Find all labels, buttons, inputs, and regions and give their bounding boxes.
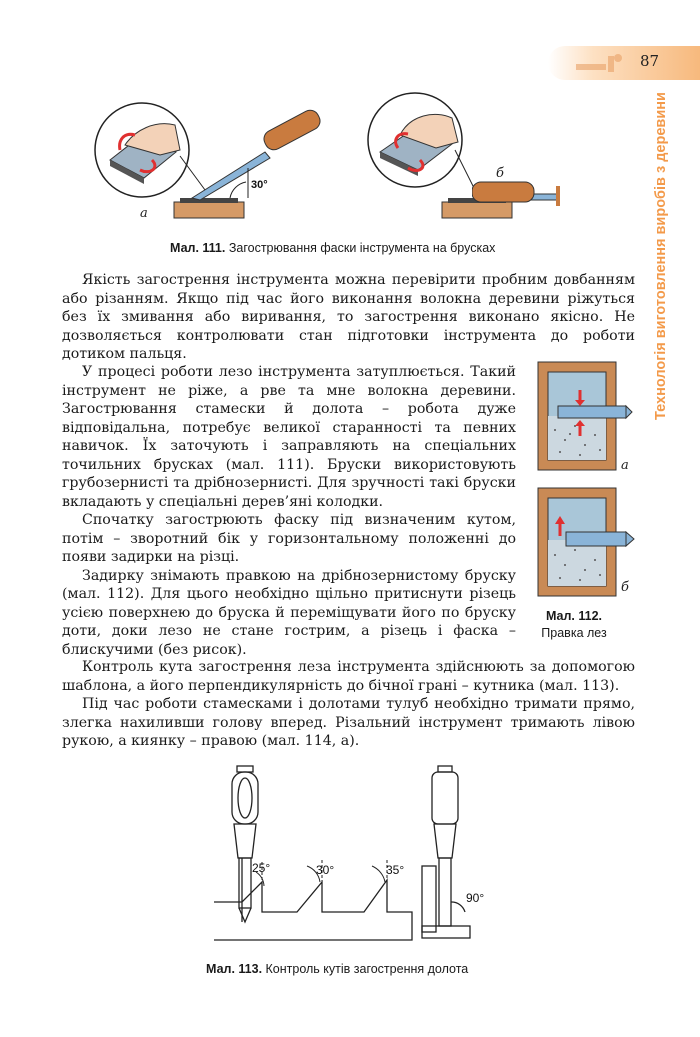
fig112a-frame <box>538 362 632 470</box>
fig113-caption-text: Контроль кутів загострення долота <box>262 962 469 976</box>
paragraph-3: Спочатку загострюють фаску під визначеним кутом, потім – зворотний бік у горизонтальному положенні до появи задирки на різці. <box>62 512 516 565</box>
full-column-2 <box>62 658 635 751</box>
paragraph-4: Задирку знімають правкою на дрібнозернистому бруску (мал. 112). Для цього необхідно щільно притиснути різець усією поверхнею до бруска й переміщувати його по бруску доти, доки лезо не стане гострим, а різець і фаска – блискучими (без рисок). <box>62 567 516 658</box>
fig113-angle-90: 90° <box>466 891 485 905</box>
fig111-caption-num: Мал. 111. <box>170 241 226 255</box>
fig111b-handle-wrap <box>472 90 542 224</box>
fig113-caption-num: Мал. 113. <box>206 962 263 976</box>
fig113-caption <box>206 962 468 976</box>
paragraph-1: Якість загострення інструмента можна перевірити пробним довбанням або різанням. Якщо під час його виконання волокна деревини ріжуться без їх змивання або виривання, то загострення виконано якісно. Не дозволяється контролювати стан підготовки інструмента до роботи дотиком пальця. <box>62 272 635 362</box>
fig111-label-b: б <box>496 166 504 181</box>
paragraph-6: Під час роботи стамесками і долотами тулуб необхідно тримати прямо, злегка нахиливши голову вперед. Різальний інструмент тримають лівою рукою, а киянку – правою (мал. 114, а). <box>62 696 635 749</box>
fig112-caption <box>524 608 624 642</box>
fig113-right-chisel <box>422 766 470 938</box>
section-side-title: Технологія виготовлення виробів з деревини <box>653 92 669 420</box>
fig112-caption-num: Мал. 112. <box>545 609 603 623</box>
narrow-column <box>62 363 516 659</box>
fig112-label-b: б <box>621 580 629 595</box>
fig112-label-a: а <box>621 458 629 473</box>
fig111b-handle <box>472 90 542 220</box>
fig111-caption <box>170 241 495 255</box>
fig113-workpiece <box>214 880 412 940</box>
paragraph-5: Контроль кута загострення леза інструмента здійснюють за допомогою шаблона, а його перпендикулярність до бічної грані – кутника (мал. 113). <box>62 659 635 694</box>
fig112-caption-text: Правка лез <box>541 626 607 640</box>
paragraph-2: У процесі роботи лезо інструмента затуплюється. Такий інструмент не ріже, а рве та мне волокна деревини. Загострювання стамески й долота – робота дуже відповідальна, потребує великої старанності та певних навичок. Їх заточують і заправляють на спеціальних точильних брусках (мал. 111). Бруски використовують грубозернисті та дрібнозернисті. Для зручності такі бруски вкладають у спеціальні дерев’яні колодки. <box>62 364 516 510</box>
paragraph-1-block <box>62 271 635 364</box>
figure-113-illustration <box>212 762 502 954</box>
fig113-angle-35: 35° <box>386 863 405 877</box>
fig111b-detail-circle <box>368 93 462 187</box>
fig111-caption-text: Загострювання фаски інструмента на брусках <box>225 241 496 255</box>
fig111a-detail-circle <box>95 103 189 197</box>
page-number: 87 <box>640 52 660 70</box>
fig113-angle-25: 25° <box>252 861 271 875</box>
figure-112-illustration <box>530 360 640 610</box>
fig112b-frame <box>538 488 634 596</box>
page-number-tab <box>548 46 700 80</box>
fig113-angle-30: 30° <box>316 863 335 877</box>
fig111-angle-label: 30° <box>251 179 268 191</box>
tools-icon <box>570 46 630 80</box>
fig111-label-a: а <box>140 206 148 221</box>
fig111a-chisel <box>174 107 323 218</box>
